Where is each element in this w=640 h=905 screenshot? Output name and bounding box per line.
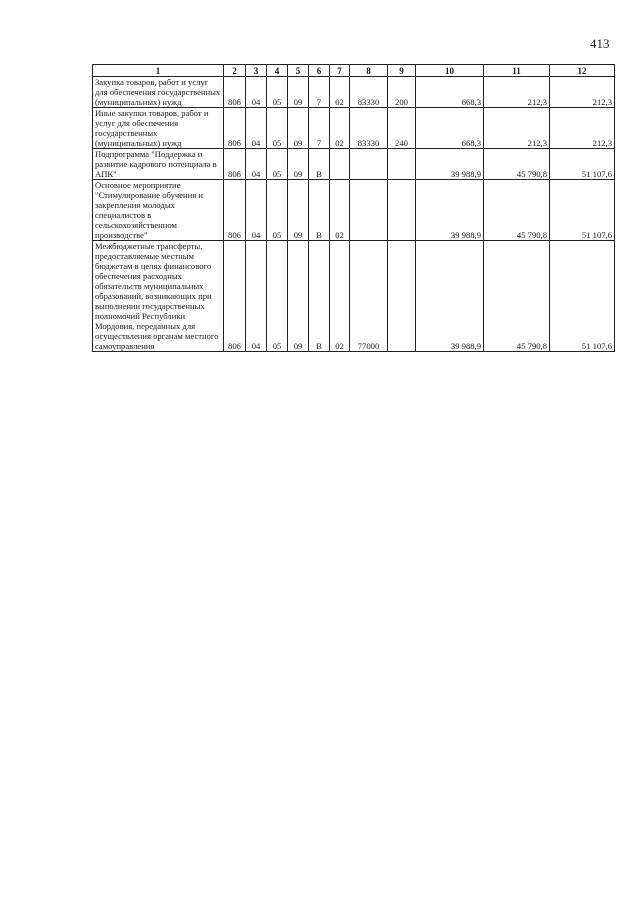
cell-c11: 212,3 — [484, 108, 550, 149]
cell-c2: 806 — [224, 149, 246, 180]
cell-c11: 45 790,8 — [484, 180, 550, 241]
budget-table — [92, 64, 615, 352]
cell-c4: 05 — [267, 180, 288, 241]
row-name: Межбюджетные трансферты, предоставляемые местным бюджетам в целях финансового обеспечения расходных обязательств муниципальных образований, возникающих при выполнении государственных полномочий Республики Мордовия, переданных для осуществления органам местного самоуправления — [93, 241, 224, 352]
cell-c7: 02 — [330, 241, 350, 352]
column-header: 3 — [246, 65, 267, 77]
column-header: 8 — [350, 65, 388, 77]
cell-c3: 04 — [246, 180, 267, 241]
column-header: 11 — [484, 65, 550, 77]
cell-c4: 05 — [267, 149, 288, 180]
cell-c10: 668,3 — [416, 77, 484, 108]
cell-c7: 02 — [330, 108, 350, 149]
table-row — [93, 180, 615, 241]
cell-c6: 7 — [309, 77, 330, 108]
cell-c9 — [388, 241, 416, 352]
page-number: 413 — [590, 36, 610, 51]
cell-c4: 05 — [267, 108, 288, 149]
cell-c3: 04 — [246, 241, 267, 352]
cell-c8: 77000 — [350, 241, 388, 352]
cell-c12: 51 107,6 — [550, 149, 615, 180]
cell-c11: 212,3 — [484, 77, 550, 108]
cell-c8: 83330 — [350, 77, 388, 108]
cell-c2: 806 — [224, 241, 246, 352]
cell-c6: В — [309, 180, 330, 241]
cell-c7 — [330, 149, 350, 180]
cell-c3: 04 — [246, 149, 267, 180]
cell-c11: 45 790,8 — [484, 149, 550, 180]
cell-c6: В — [309, 241, 330, 352]
cell-c10: 39 988,9 — [416, 241, 484, 352]
cell-c6: В — [309, 149, 330, 180]
row-name: Основное мероприятие "Стимулирование обучения и закрепления молодых специалистов в сельскохозяйственном производстве" — [93, 180, 224, 241]
table-row — [93, 241, 615, 352]
table-row — [93, 77, 615, 108]
cell-c12: 212,3 — [550, 108, 615, 149]
cell-c10: 39 988,9 — [416, 180, 484, 241]
cell-c9 — [388, 180, 416, 241]
cell-c5: 09 — [288, 149, 309, 180]
row-name: Иные закупки товаров, работ и услуг для обеспечения государственных (муниципальных) нужд — [93, 108, 224, 149]
cell-c7: 02 — [330, 77, 350, 108]
cell-c3: 04 — [246, 77, 267, 108]
cell-c2: 806 — [224, 108, 246, 149]
cell-c8: 83330 — [350, 108, 388, 149]
column-header: 10 — [416, 65, 484, 77]
column-header: 12 — [550, 65, 615, 77]
cell-c8 — [350, 149, 388, 180]
cell-c2: 806 — [224, 180, 246, 241]
header-row — [93, 65, 615, 77]
cell-c12: 212,3 — [550, 77, 615, 108]
cell-c5: 09 — [288, 241, 309, 352]
cell-c9 — [388, 149, 416, 180]
cell-c5: 09 — [288, 77, 309, 108]
table-row — [93, 149, 615, 180]
cell-c10: 39 988,9 — [416, 149, 484, 180]
column-header: 6 — [309, 65, 330, 77]
cell-c12: 51 107,6 — [550, 241, 615, 352]
column-header: 7 — [330, 65, 350, 77]
cell-c9: 240 — [388, 108, 416, 149]
cell-c4: 05 — [267, 77, 288, 108]
cell-c5: 09 — [288, 108, 309, 149]
column-header: 5 — [288, 65, 309, 77]
table-row — [93, 108, 615, 149]
cell-c12: 51 107,6 — [550, 180, 615, 241]
cell-c4: 05 — [267, 241, 288, 352]
cell-c11: 45 790,8 — [484, 241, 550, 352]
cell-c3: 04 — [246, 108, 267, 149]
cell-c10: 668,3 — [416, 108, 484, 149]
column-header: 2 — [224, 65, 246, 77]
cell-c2: 806 — [224, 77, 246, 108]
column-header: 4 — [267, 65, 288, 77]
column-header: 9 — [388, 65, 416, 77]
cell-c8 — [350, 180, 388, 241]
cell-c7: 02 — [330, 180, 350, 241]
cell-c9: 200 — [388, 77, 416, 108]
cell-c6: 7 — [309, 108, 330, 149]
row-name: Закупка товаров, работ и услуг для обеспечения государственных (муниципальных) нужд — [93, 77, 224, 108]
row-name: Подпрограмма "Поддержка и развитие кадрового потенциала в АПК" — [93, 149, 224, 180]
column-header: 1 — [93, 65, 224, 77]
cell-c5: 09 — [288, 180, 309, 241]
